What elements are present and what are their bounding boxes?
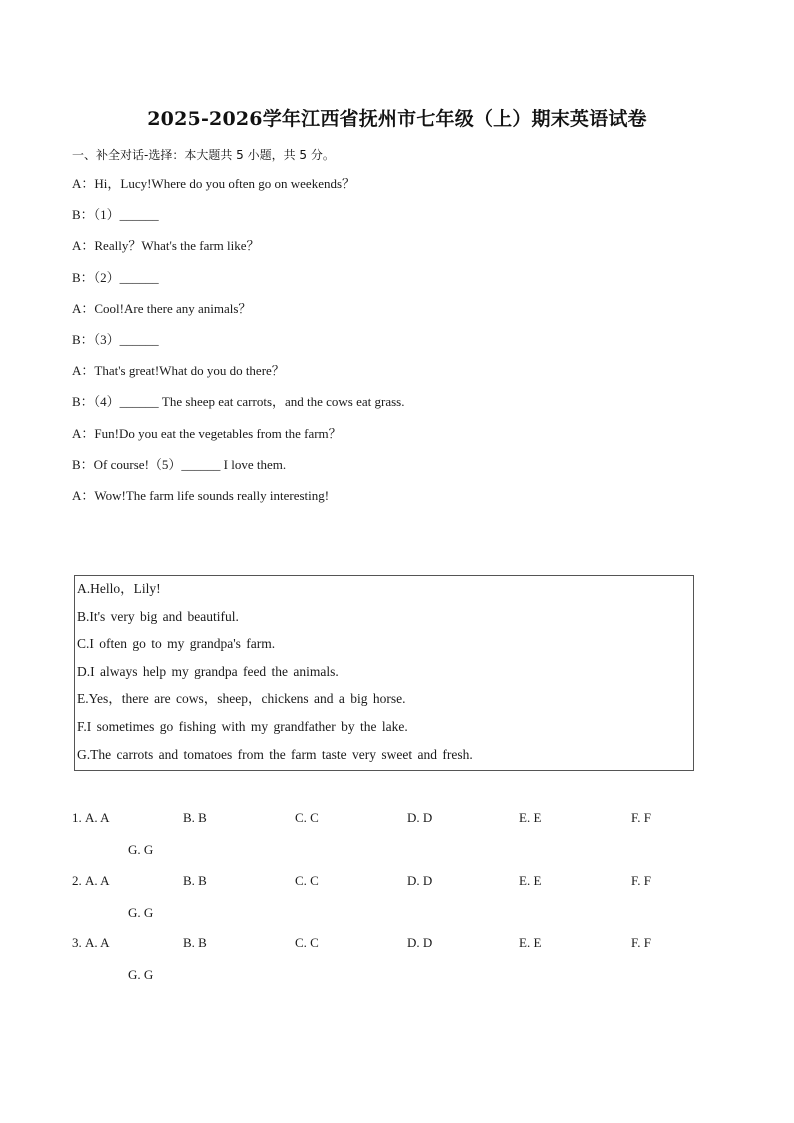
- choice-e[interactable]: E. E: [519, 935, 542, 950]
- question-number: 1.: [72, 810, 82, 825]
- dialogue-line: A：Wow!The farm life sounds really interesting!: [72, 487, 330, 503]
- dialogue-line: A：Hi，Lucy!Where do you often go on weekends？: [72, 176, 356, 191]
- choice-e[interactable]: E. E: [519, 872, 542, 888]
- option-f: F.I sometimes go fishing with my grandfather by the lake.: [77, 718, 408, 734]
- choice-g[interactable]: G. G: [128, 842, 154, 857]
- option-g: G.The carrots and tomatoes from the farm taste very sweet and fresh.: [77, 746, 473, 762]
- choice-g[interactable]: G. G: [128, 967, 154, 982]
- choice-c[interactable]: C. C: [295, 810, 319, 825]
- dialogue-line: B：（4）______ The sheep eat carrots，and the cows eat grass.: [72, 394, 405, 410]
- dialogue-line: B：Of course!（5）______ I love them.: [72, 456, 287, 472]
- question-number: 2.: [72, 872, 82, 888]
- questions: [72, 808, 732, 996]
- option-b: B.It's very big and beautiful.: [77, 608, 239, 624]
- option-a: A.Hello，Lily!: [77, 581, 161, 596]
- choice-a[interactable]: A. A: [85, 935, 110, 950]
- dialogue-line: B：（2）______: [72, 269, 159, 285]
- page-title: 2025-2026学年江西省抚州市七年级（上）期末英语试卷: [147, 108, 647, 130]
- choice-b[interactable]: B. B: [183, 935, 207, 950]
- dialogue-line: B：（1）______: [72, 207, 159, 223]
- dialogue-line: A：That's great!What do you do there？: [72, 363, 285, 379]
- choice-e[interactable]: E. E: [519, 810, 542, 825]
- choice-b[interactable]: B. B: [183, 810, 207, 825]
- options-box: [74, 575, 694, 771]
- option-e: E.Yes，there are cows，sheep，chickens and a big horse.: [77, 691, 406, 707]
- dialogue-line: A：Really？What's the farm like？: [72, 238, 260, 254]
- dialogue-line: B：（3）______: [72, 331, 159, 347]
- question-2: [72, 871, 732, 934]
- question-1: [72, 808, 732, 871]
- dialogue: [72, 174, 712, 517]
- choice-a[interactable]: A. A: [85, 872, 110, 888]
- choice-c[interactable]: C. C: [295, 872, 319, 888]
- question-number: 3.: [72, 935, 82, 950]
- question-3: [72, 933, 732, 996]
- choice-b[interactable]: B. B: [183, 872, 207, 888]
- section-heading: 一、补全对话-选择：本大题共 5 小题，共 5 分。: [72, 148, 335, 162]
- choice-f[interactable]: F. F: [631, 872, 651, 888]
- choice-a[interactable]: A. A: [85, 810, 110, 825]
- choice-d[interactable]: D. D: [407, 810, 433, 825]
- choice-f[interactable]: F. F: [631, 935, 651, 950]
- choice-d[interactable]: D. D: [407, 872, 433, 888]
- choice-g[interactable]: G. G: [128, 904, 154, 920]
- dialogue-line: A：Fun!Do you eat the vegetables from the farm？: [72, 425, 342, 441]
- option-c: C.I often go to my grandpa's farm.: [77, 636, 276, 652]
- choice-d[interactable]: D. D: [407, 935, 433, 950]
- option-d: D.I always help my grandpa feed the animals.: [77, 663, 339, 679]
- choice-c[interactable]: C. C: [295, 935, 319, 950]
- choice-f[interactable]: F. F: [631, 810, 651, 825]
- dialogue-line: A：Cool!Are there any animals？: [72, 300, 252, 316]
